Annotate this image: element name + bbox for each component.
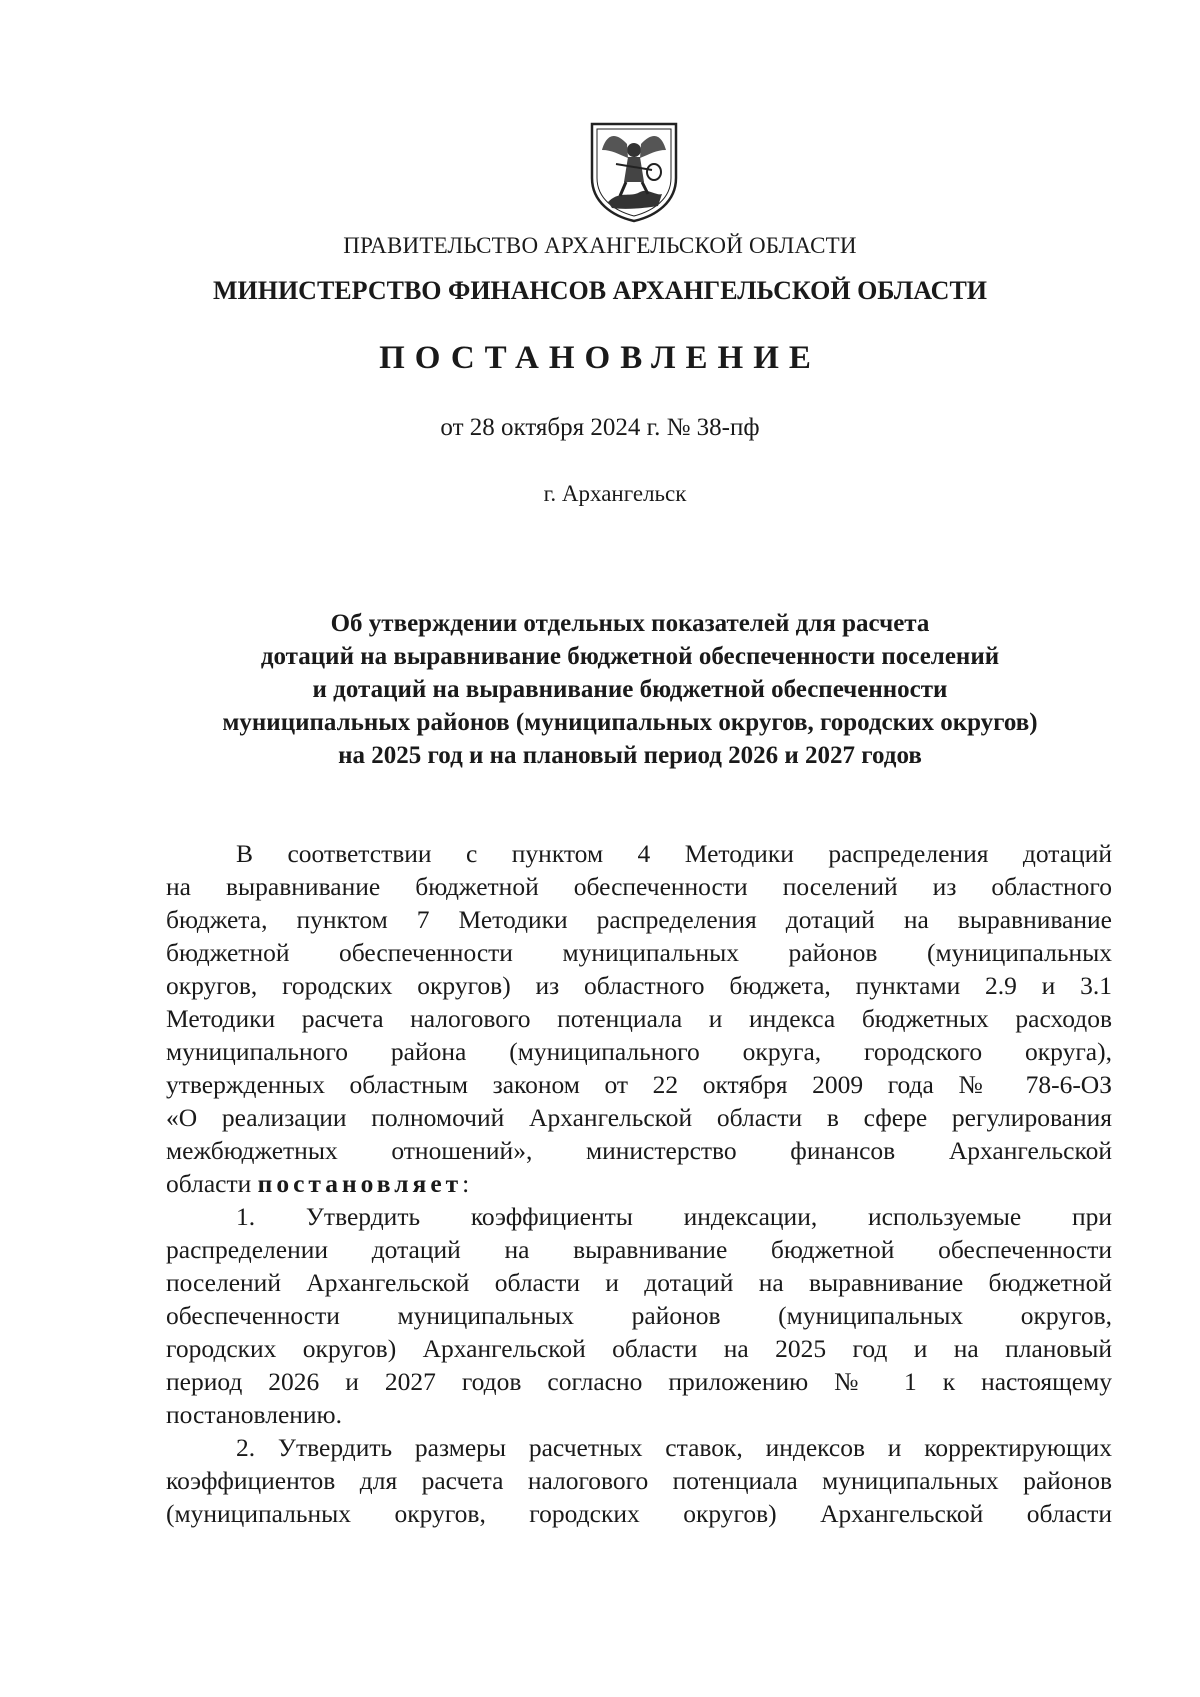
document-body bbox=[166, 837, 1112, 1530]
body-line: 1. Утвердить коэффициенты индексации, используемые при bbox=[236, 1202, 1112, 1231]
colon: : bbox=[462, 1169, 470, 1198]
government-name: ПРАВИТЕЛЬСТВО АРХАНГЕЛЬСКОЙ ОБЛАСТИ bbox=[343, 233, 857, 258]
body-line: «О реализации полномочий Архангельской области в сфере регулирования bbox=[166, 1103, 1112, 1132]
body-line: межбюджетных отношений», министерство финансов Архангельской bbox=[166, 1136, 1112, 1165]
coat-of-arms-emblem bbox=[586, 120, 682, 224]
title-line: муниципальных районов (муниципальных округов, городских округов) bbox=[222, 709, 1038, 736]
body-line: распределении дотаций на выравнивание бюджетной обеспеченности bbox=[166, 1235, 1112, 1264]
body-line: бюджетной обеспеченности муниципальных районов (муниципальных bbox=[166, 938, 1112, 967]
body-line: Методики расчета налогового потенциала и индекса бюджетных расходов bbox=[166, 1004, 1112, 1033]
body-text: области bbox=[166, 1169, 252, 1198]
body-line: период 2026 и 2027 годов согласно приложению № 1 к настоящему bbox=[166, 1367, 1112, 1396]
title-line: на 2025 год и на плановый период 2026 и 2027 годов bbox=[338, 742, 922, 769]
body-line: утвержденных областным законом от 22 октября 2009 года № 78-6-ОЗ bbox=[166, 1070, 1112, 1099]
body-line: В соответствии с пунктом 4 Методики распределения дотаций bbox=[236, 839, 1112, 868]
document-title bbox=[150, 607, 1110, 772]
resolves-word: постановляет bbox=[257, 1169, 463, 1198]
title-line: дотаций на выравнивание бюджетной обеспеченности поселений bbox=[260, 643, 1000, 670]
title-line: и дотаций на выравнивание бюджетной обеспеченности bbox=[312, 676, 948, 703]
document-type: ПОСТАНОВЛЕНИЕ bbox=[379, 340, 821, 376]
title-line: Об утверждении отдельных показателей для расчета bbox=[330, 610, 930, 637]
body-line: бюджета, пунктом 7 Методики распределения дотаций на выравнивание bbox=[166, 905, 1112, 934]
body-line: обеспеченности муниципальных районов (муниципальных округов, bbox=[166, 1301, 1112, 1330]
body-line: муниципального района (муниципального округа, городского округа), bbox=[166, 1037, 1112, 1066]
body-line: постановлению. bbox=[166, 1400, 342, 1429]
ministry-name: МИНИСТЕРСТВО ФИНАНСОВ АРХАНГЕЛЬСКОЙ ОБЛАСТИ bbox=[212, 276, 988, 305]
document-date-number: от 28 октября 2024 г. № 38-пф bbox=[440, 414, 760, 441]
body-line: 2. Утвердить размеры расчетных ставок, индексов и корректирующих bbox=[236, 1433, 1112, 1462]
body-line: городских округов) Архангельской области на 2025 год и на плановый bbox=[166, 1334, 1112, 1363]
body-line: на выравнивание бюджетной обеспеченности поселений из областного bbox=[166, 872, 1112, 901]
body-line-resolves bbox=[166, 1167, 1112, 1200]
body-line: округов, городских округов) из областного бюджета, пунктами 2.9 и 3.1 bbox=[166, 971, 1112, 1000]
body-line: коэффициентов для расчета налогового потенциала муниципальных районов bbox=[166, 1466, 1112, 1495]
document-city: г. Архангельск bbox=[543, 481, 687, 506]
body-line: поселений Архангельской области и дотаций на выравнивание бюджетной bbox=[166, 1268, 1112, 1297]
body-line: (муниципальных округов, городских округов) Архангельской области bbox=[166, 1499, 1112, 1528]
